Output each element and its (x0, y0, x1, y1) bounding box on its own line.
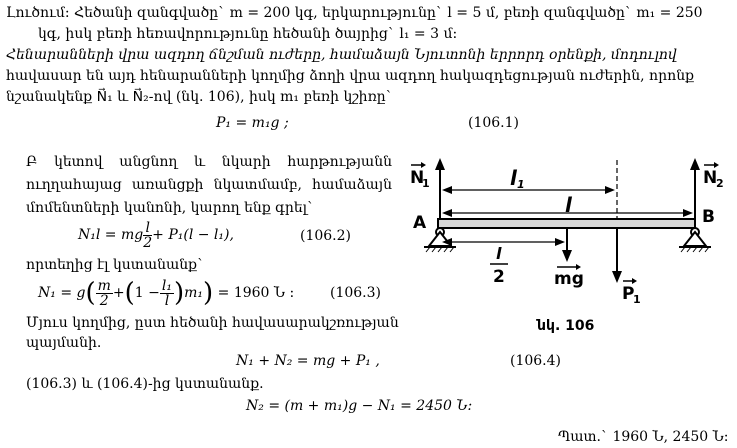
text-from-which: որտեղից էլ կստանանք` (26, 257, 205, 273)
label-b: B (702, 207, 715, 227)
intro-line-3: Հենարանների վրա ազդող ճնշման ուժերը, համաձայն Նյուտոնի երրորդ օրենքի, մոդուլով (6, 47, 677, 63)
eq3-left: N₁ = g (38, 285, 86, 301)
eq3-one-minus: 1 − (134, 285, 160, 301)
answer: Պատ.` 1960 Ն, 2450 Ն: (558, 429, 729, 445)
label-l: l (565, 193, 572, 217)
equation-number-106-4: (106.4) (510, 353, 562, 369)
eq2-fraction: $\frac{l}{2}$ (143, 219, 153, 251)
eq2-right: + P₁(l − l₁), (152, 227, 234, 243)
equation-106-1: P₁ = m₁g ; (216, 115, 289, 131)
intro-line-5: նշանակենք N⃗₁ և N⃗₂-ով (նկ. 106), իսկ m₁ բեռի կշիռը` (6, 89, 393, 105)
equation-106-4: N₁ + N₂ = mg + P₁ , (236, 353, 380, 369)
label-l-half-num: l (496, 244, 502, 263)
label-n2-sub: 2 (716, 177, 724, 190)
equation-106-3: N₁ = g( $\frac{m}{2}$ +(1 − $\frac{\text{l₁}}{l}$ )m₁) = 1960 Ն : (38, 277, 295, 309)
support-b (679, 228, 711, 252)
para2-line-3: մոմենտների կանոնի, կարող ենք գրել` (26, 200, 314, 216)
text-combine: (106.3) և (106.4)-ից կստանանք. (26, 376, 264, 392)
label-p1-sub: 1 (633, 293, 641, 306)
figure-106 (402, 150, 732, 335)
label-p1: P (622, 284, 635, 304)
equation-final: N₂ = (m + m₁)g − N₁ = 2450 Ն: (246, 398, 473, 414)
para2-line-1: Բ կետով անցնող և նկարի հարթությանն (26, 154, 392, 170)
label-n2: N (703, 168, 718, 188)
equation-number-106-3: (106.3) (330, 285, 382, 301)
intro-line-1: Լուծում: Հեծանի զանգվածը` m = 200 կգ, երկարությունը` l = 5 մ, բեռի զանգվածը` m₁ = 250 (6, 5, 703, 21)
label-a: A (413, 213, 427, 233)
para3-line-2: պայմանի. (26, 335, 102, 351)
para2-line-2: ուղղահայաց առանցքի նկատմամբ, համաձայն (26, 177, 392, 193)
figure-caption: նկ. 106 (537, 318, 595, 334)
intro-line-2: կգ, իսկ բեռի հեռավորությունը հեծանի ծայրից` l₁ = 3 մ: (38, 26, 458, 42)
label-n1-sub: 1 (422, 177, 430, 190)
para3-line-1: Մյուս կողմից, ըստ հեծանի հավասարակշռության (26, 315, 399, 331)
eq3-plus: + (112, 285, 125, 301)
eq3-frac-a: $\frac{m}{2}$ (97, 277, 111, 309)
label-l1: l (510, 166, 517, 190)
equation-number-106-2: (106.2) (300, 228, 352, 244)
eq3-m1: m₁ (184, 285, 204, 301)
beam (438, 219, 695, 228)
eq3-result: = 1960 Ն : (217, 285, 295, 301)
eq2-left: N₁l = mg (78, 227, 144, 243)
equation-106-2 (78, 218, 234, 252)
label-n1: N (410, 168, 425, 188)
label-mg: mg (554, 269, 584, 289)
equation-number-106-1: (106.1) (468, 115, 520, 131)
label-l1-sub: 1 (517, 178, 525, 191)
label-l-half-den: 2 (493, 267, 505, 287)
intro-line-4: հավասար են այդ հենարանների կողմից ձողի վրա ազդող հակազդեցության ուժերին, որոնք (6, 68, 695, 84)
eq3-frac-b: $\frac{\text{l₁}}{l}$ (161, 277, 172, 309)
